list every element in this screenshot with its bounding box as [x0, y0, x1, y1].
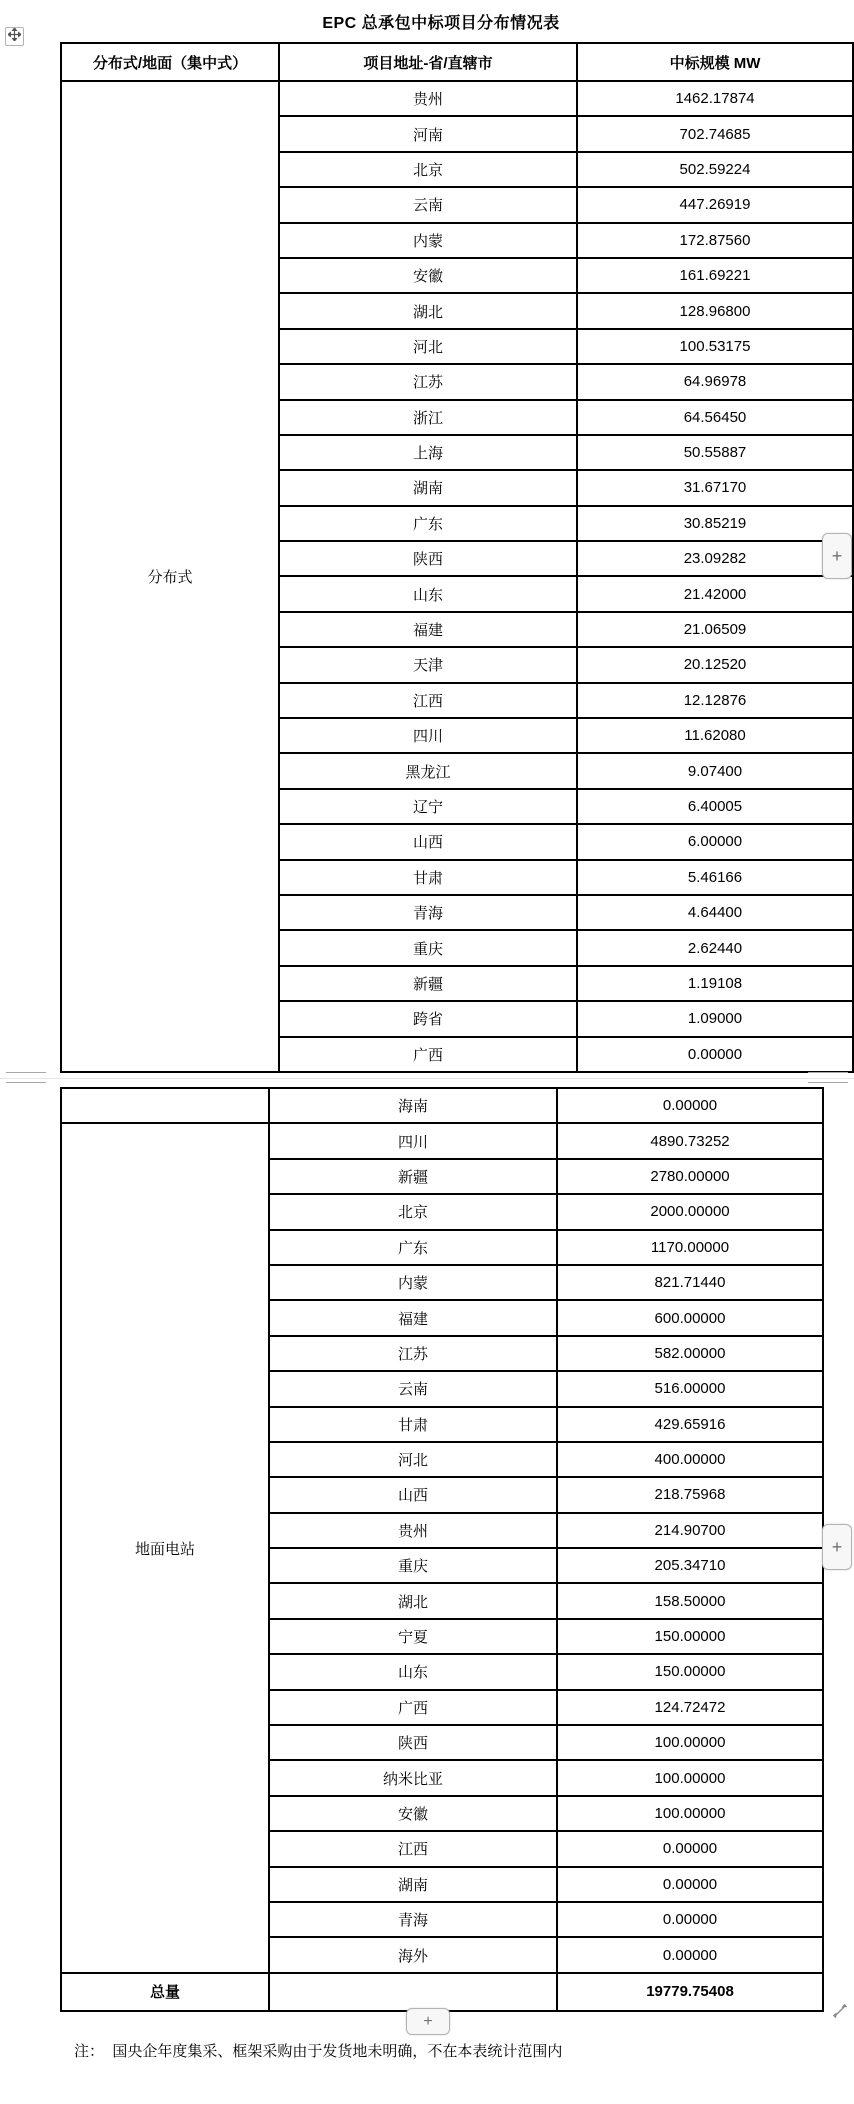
value-cell[interactable]: 205.34710 — [557, 1548, 823, 1583]
value-cell[interactable]: 5.46166 — [577, 860, 853, 895]
province-cell[interactable]: 重庆 — [279, 930, 577, 965]
table-row — [61, 81, 853, 116]
insert-row-button[interactable] — [406, 2008, 450, 2035]
value-cell[interactable]: 400.00000 — [557, 1442, 823, 1477]
value-cell[interactable]: 821.71440 — [557, 1265, 823, 1300]
table-row — [61, 1123, 823, 1158]
province-cell[interactable]: 新疆 — [279, 966, 577, 1001]
province-cell[interactable]: 山东 — [279, 576, 577, 611]
province-cell[interactable]: 纳米比亚 — [269, 1760, 557, 1795]
value-cell[interactable]: 1170.00000 — [557, 1230, 823, 1265]
province-cell[interactable]: 内蒙 — [269, 1265, 557, 1300]
province-cell[interactable]: 海南 — [269, 1088, 557, 1123]
province-cell[interactable]: 福建 — [269, 1300, 557, 1335]
province-cell[interactable]: 天津 — [279, 647, 577, 682]
province-cell[interactable]: 宁夏 — [269, 1619, 557, 1654]
value-cell[interactable]: 12.12876 — [577, 683, 853, 718]
province-cell[interactable]: 江西 — [269, 1831, 557, 1866]
province-cell[interactable]: 广西 — [279, 1037, 577, 1072]
province-cell[interactable]: 陕西 — [279, 541, 577, 576]
diagonal-resize-icon — [833, 2004, 847, 2023]
province-cell[interactable]: 四川 — [279, 718, 577, 753]
province-cell[interactable]: 海外 — [269, 1937, 557, 1972]
province-cell[interactable]: 跨省 — [279, 1001, 577, 1036]
province-cell[interactable]: 安徽 — [269, 1796, 557, 1831]
value-cell[interactable]: 50.55887 — [577, 435, 853, 470]
value-cell[interactable]: 31.67170 — [577, 470, 853, 505]
value-cell[interactable]: 9.07400 — [577, 753, 853, 788]
value-cell[interactable]: 64.56450 — [577, 400, 853, 435]
province-cell[interactable]: 山西 — [269, 1477, 557, 1512]
value-cell[interactable]: 0.00000 — [557, 1831, 823, 1866]
value-cell[interactable]: 0.00000 — [557, 1867, 823, 1902]
table-move-handle[interactable] — [5, 27, 24, 46]
province-cell[interactable]: 陕西 — [269, 1725, 557, 1760]
value-cell[interactable]: 158.50000 — [557, 1583, 823, 1618]
province-cell[interactable]: 河北 — [269, 1442, 557, 1477]
value-cell[interactable]: 64.96978 — [577, 364, 853, 399]
province-cell[interactable]: 贵州 — [279, 81, 577, 116]
epc-table-segment-1 — [60, 42, 854, 1073]
value-cell[interactable]: 702.74685 — [577, 116, 853, 151]
value-cell[interactable]: 23.09282 — [577, 541, 853, 576]
page-break-mark-left — [6, 1072, 46, 1083]
page-title[interactable]: EPC 总承包中标项目分布情况表 — [322, 15, 560, 32]
value-cell[interactable]: 124.72472 — [557, 1690, 823, 1725]
province-cell[interactable]: 广西 — [269, 1690, 557, 1725]
value-cell[interactable]: 447.26919 — [577, 187, 853, 222]
value-cell[interactable]: 0.00000 — [557, 1902, 823, 1937]
value-cell[interactable]: 100.00000 — [557, 1760, 823, 1795]
value-cell[interactable]: 214.90700 — [557, 1513, 823, 1548]
province-cell[interactable]: 新疆 — [269, 1159, 557, 1194]
province-cell[interactable]: 贵州 — [269, 1513, 557, 1548]
table-resize-handle[interactable] — [830, 2003, 850, 2023]
province-cell[interactable]: 江苏 — [279, 364, 577, 399]
value-cell[interactable]: 1462.17874 — [577, 81, 853, 116]
category-cell[interactable] — [61, 1088, 269, 1123]
category-cell[interactable]: 地面电站 — [61, 1123, 269, 1972]
value-cell[interactable]: 1.19108 — [577, 966, 853, 1001]
province-cell[interactable]: 甘肃 — [269, 1407, 557, 1442]
value-cell[interactable]: 172.87560 — [577, 223, 853, 258]
value-cell[interactable]: 150.00000 — [557, 1619, 823, 1654]
province-cell[interactable]: 广东 — [279, 506, 577, 541]
value-cell[interactable]: 30.85219 — [577, 506, 853, 541]
province-cell[interactable]: 云南 — [279, 187, 577, 222]
value-cell[interactable]: 429.65916 — [557, 1407, 823, 1442]
value-cell[interactable]: 21.42000 — [577, 576, 853, 611]
value-cell[interactable]: 20.12520 — [577, 647, 853, 682]
value-cell[interactable]: 2000.00000 — [557, 1194, 823, 1229]
value-cell[interactable]: 21.06509 — [577, 612, 853, 647]
insert-column-button[interactable] — [822, 533, 852, 579]
province-cell[interactable]: 辽宁 — [279, 789, 577, 824]
column-header-scale[interactable]: 中标规模 MW — [577, 43, 853, 81]
value-cell[interactable]: 0.00000 — [557, 1937, 823, 1972]
total-row — [61, 1973, 823, 2011]
empty-cell[interactable] — [269, 1973, 557, 2011]
value-cell[interactable]: 600.00000 — [557, 1300, 823, 1335]
province-cell[interactable]: 浙江 — [279, 400, 577, 435]
total-label-cell[interactable]: 总量 — [61, 1973, 269, 2011]
plus-icon: + — [423, 2012, 433, 2030]
value-cell[interactable]: 6.00000 — [577, 824, 853, 859]
province-cell[interactable]: 广东 — [269, 1230, 557, 1265]
value-cell[interactable]: 502.59224 — [577, 152, 853, 187]
province-cell[interactable]: 内蒙 — [279, 223, 577, 258]
value-cell[interactable]: 2780.00000 — [557, 1159, 823, 1194]
plus-icon: + — [831, 546, 843, 566]
value-cell[interactable]: 0.00000 — [577, 1037, 853, 1072]
table-header-row — [61, 43, 853, 81]
four-way-arrow-icon — [8, 28, 21, 46]
page-break-mark-right — [808, 1072, 848, 1083]
province-cell[interactable]: 山西 — [279, 824, 577, 859]
page-break-line — [0, 1078, 854, 1079]
value-cell[interactable]: 100.00000 — [557, 1796, 823, 1831]
value-cell[interactable]: 11.62080 — [577, 718, 853, 753]
value-cell[interactable]: 2.62440 — [577, 930, 853, 965]
province-cell[interactable]: 安徽 — [279, 258, 577, 293]
value-cell[interactable]: 100.00000 — [557, 1725, 823, 1760]
province-cell[interactable]: 湖北 — [279, 293, 577, 328]
column-header-province[interactable]: 项目地址-省/直辖市 — [279, 43, 577, 81]
province-cell[interactable]: 甘肃 — [279, 860, 577, 895]
segment1-tbody — [61, 81, 853, 1072]
plus-icon: + — [831, 1537, 843, 1557]
province-cell[interactable]: 江苏 — [269, 1336, 557, 1371]
value-cell[interactable]: 582.00000 — [557, 1336, 823, 1371]
value-cell[interactable]: 128.96800 — [577, 293, 853, 328]
value-cell[interactable]: 0.00000 — [557, 1088, 823, 1123]
province-cell[interactable]: 黑龙江 — [279, 753, 577, 788]
category-cell[interactable]: 分布式 — [61, 81, 279, 1072]
value-cell[interactable]: 150.00000 — [557, 1654, 823, 1689]
value-cell[interactable]: 4890.73252 — [557, 1123, 823, 1158]
value-cell[interactable]: 218.75968 — [557, 1477, 823, 1512]
province-cell[interactable]: 山东 — [269, 1654, 557, 1689]
insert-column-button[interactable] — [822, 1524, 852, 1570]
province-cell[interactable]: 北京 — [269, 1194, 557, 1229]
province-cell[interactable]: 重庆 — [269, 1548, 557, 1583]
province-cell[interactable]: 上海 — [279, 435, 577, 470]
province-cell[interactable]: 河南 — [279, 116, 577, 151]
total-value-cell[interactable]: 19779.75408 — [557, 1973, 823, 2011]
segment2-tbody — [61, 1088, 823, 2011]
province-cell[interactable]: 云南 — [269, 1371, 557, 1406]
value-cell[interactable]: 6.40005 — [577, 789, 853, 824]
epc-table-segment-2 — [60, 1087, 824, 2012]
province-cell[interactable]: 湖南 — [269, 1867, 557, 1902]
column-header-category[interactable]: 分布式/地面（集中式） — [61, 43, 279, 81]
province-cell[interactable]: 湖北 — [269, 1583, 557, 1618]
province-cell[interactable]: 青海 — [269, 1902, 557, 1937]
province-cell[interactable]: 四川 — [269, 1123, 557, 1158]
value-cell[interactable]: 516.00000 — [557, 1371, 823, 1406]
value-cell[interactable]: 161.69221 — [577, 258, 853, 293]
province-cell[interactable]: 河北 — [279, 329, 577, 364]
value-cell[interactable]: 4.64400 — [577, 895, 853, 930]
province-cell[interactable]: 湖南 — [279, 470, 577, 505]
province-cell[interactable]: 江西 — [279, 683, 577, 718]
province-cell[interactable]: 福建 — [279, 612, 577, 647]
table-row — [61, 1088, 823, 1123]
value-cell[interactable]: 100.53175 — [577, 329, 853, 364]
province-cell[interactable]: 北京 — [279, 152, 577, 187]
value-cell[interactable]: 1.09000 — [577, 1001, 853, 1036]
province-cell[interactable]: 青海 — [279, 895, 577, 930]
footnote[interactable]: 注： 国央企年度集采、框架采购由于发货地未明确，不在本表统计范围内 — [74, 2043, 563, 2060]
